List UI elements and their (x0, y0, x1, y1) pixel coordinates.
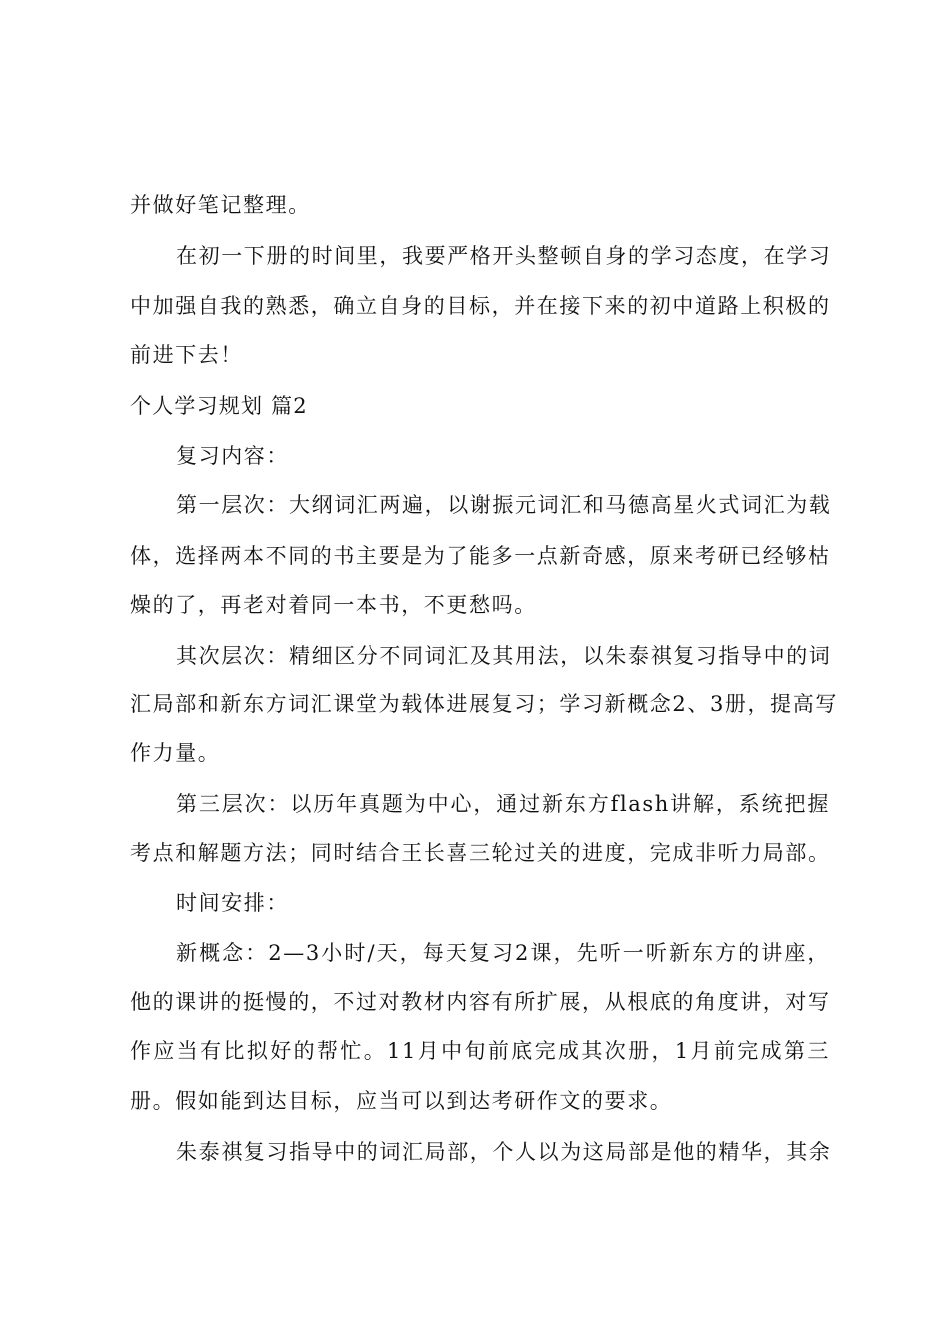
text-line: 并做好笔记整理。 (130, 193, 311, 217)
paragraph-first-line: 朱泰祺复习指导中的词汇局部，个人以为这局部是他的精华，其余 (176, 1140, 832, 1164)
text-line: 他的课讲的挺慢的，不过对教材内容有所扩展，从根底的角度讲，对写 (130, 990, 831, 1014)
text-line: 中加强自我的熟悉，确立自身的目标，并在接下来的初中道路上积极的 (130, 294, 831, 318)
text-line: 册。假如能到达目标，应当可以到达考研作文的要求。 (130, 1089, 673, 1113)
text-line: 燥的了，再老对着同一本书，不更愁吗。 (130, 593, 537, 617)
section-heading: 个人学习规划 篇2 (130, 394, 308, 418)
paragraph-first-line: 其次层次：精细区分不同词汇及其用法，以朱泰祺复习指导中的词 (176, 644, 832, 668)
paragraph-first-line: 第三层次：以历年真题为中心，通过新东方flash讲解，系统把握 (176, 792, 830, 816)
subheading: 时间安排： (176, 891, 289, 915)
text-line: 前进下去！ (130, 343, 243, 367)
subheading: 复习内容： (176, 444, 289, 468)
text-line: 汇局部和新东方词汇课堂为载体进展复习；学习新概念2、3册，提高写 (130, 692, 838, 716)
text-line: 作应当有比拟好的帮忙。11月中旬前底完成其次册，1月前完成第三 (130, 1039, 830, 1063)
text-line: 作力量。 (130, 741, 221, 765)
paragraph-first-line: 在初一下册的时间里，我要严格开头整顿自身的学习态度，在学习 (176, 244, 832, 268)
paragraph-first-line: 新概念：2—3小时/天，每天复习2课，先听一听新东方的讲座， (176, 941, 830, 965)
text-line: 体，选择两本不同的书主要是为了能多一点新奇感，原来考研已经够枯 (130, 544, 831, 568)
paragraph-first-line: 第一层次：大纲词汇两遍，以谢振元词汇和马德高星火式词汇为载 (176, 493, 832, 517)
text-line: 考点和解题方法；同时结合王长喜三轮过关的进度，完成非听力局部。 (130, 841, 831, 865)
